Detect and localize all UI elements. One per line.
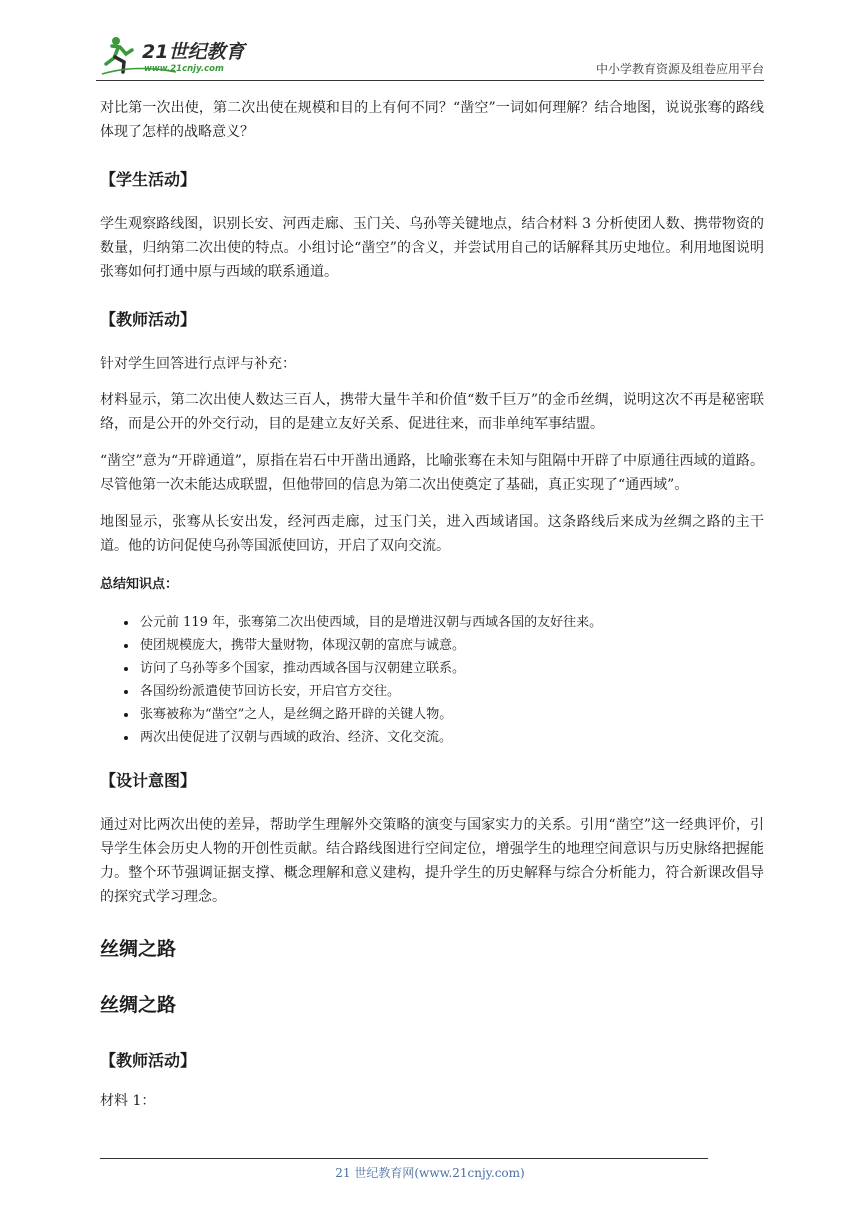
page-content bbox=[100, 96, 764, 1113]
design-intent-heading: 【设计意图】 bbox=[100, 771, 197, 790]
svg-text:www.21cnjy.com: www.21cnjy.com bbox=[144, 64, 224, 74]
summary-heading: 总结知识点： bbox=[100, 577, 179, 592]
svg-text:21世纪教育: 21世纪教育 bbox=[142, 41, 245, 63]
material-label: 材料 1： bbox=[100, 1093, 156, 1109]
platform-name: 中小学教育资源及组卷应用平台 bbox=[595, 62, 764, 76]
list-item: • 张骞被称为“凿空”之人，是丝绸之路开辟的关键人物。 bbox=[138, 703, 764, 726]
list-item: • 使团规模庞大，携带大量财物，体现汉朝的富庶与诚意。 bbox=[138, 634, 764, 657]
teacher-activity-heading-2: 【教师活动】 bbox=[100, 1051, 197, 1070]
list-item: • 各国纷纷派遣使节回访长安，开启官方交往。 bbox=[138, 680, 764, 703]
section-heading-silk-road-2: 丝绸之路 bbox=[100, 994, 177, 1016]
teacher-paragraph-2: 材料显示，第二次出使人数达三百人，携带大量牛羊和价值“数千巨万”的金币丝绸，说明这次不再是秘密联络，而是公开的外交行动，目的是建立友好关系、促进往来，而非单纯军事结盟。 bbox=[100, 392, 764, 432]
list-item: • 公元前 119 年，张骞第二次出使西域，目的是增进汉朝与西域各国的友好往来。 bbox=[138, 611, 764, 634]
teacher-paragraph-4: 地图显示，张骞从长安出发，经河西走廊，过玉门关，进入西域诸国。这条路线后来成为丝绸之路的主干道。他的访问促使乌孙等国派使回访，开启了双向交流。 bbox=[100, 514, 764, 554]
teacher-activity-heading: 【教师活动】 bbox=[100, 310, 197, 329]
footer-divider bbox=[100, 1158, 708, 1159]
section-heading-silk-road: 丝绸之路 bbox=[100, 938, 177, 960]
list-item: • 两次出使促进了汉朝与西域的政治、经济、文化交流。 bbox=[138, 726, 764, 749]
intro-question: 对比第一次出使，第二次出使在规模和目的上有何不同？“凿空”一词如何理解？结合地图，说说张骞的路线体现了怎样的战略意义？ bbox=[100, 100, 764, 140]
summary-list bbox=[100, 611, 764, 749]
site-logo bbox=[96, 34, 266, 78]
design-intent-text: 通过对比两次出使的差异，帮助学生理解外交策略的演变与国家实力的关系。引用“凿空”这一经典评价，引导学生体会历史人物的开创性贡献。结合路线图进行空间定位，增强学生的地理空间意识与历史脉络把握能力。整个环节强调证据支撑、概念理解和意义建构，提升学生的历史解释与综合分析能力，符合新课改倡导的探究式学习理念。 bbox=[100, 817, 764, 905]
teacher-paragraph-1: 针对学生回答进行点评与补充： bbox=[100, 356, 296, 372]
footer-link[interactable]: 21 世纪教育网(www.21cnjy.com) bbox=[335, 1166, 525, 1180]
page-header bbox=[96, 34, 764, 81]
list-item: • 访问了乌孙等多个国家，推动西域各国与汉朝建立联系。 bbox=[138, 657, 764, 680]
student-activity-heading: 【学生活动】 bbox=[100, 170, 197, 189]
student-activity-text: 学生观察路线图，识别长安、河西走廊、玉门关、乌孙等关键地点，结合材料 3 分析使团人数、携带物资的数量，归纳第二次出使的特点。小组讨论“凿空”的含义，并尝试用自己的话解释其历史地位。利用地图说明张骞如何打通中原与西域的联系通道。 bbox=[100, 216, 764, 280]
teacher-paragraph-3: “凿空”意为“开辟通道”，原指在岩石中开凿出通路，比喻张骞在未知与阻隔中开辟了中原通往西域的道路。尽管他第一次未能达成联盟，但他带回的信息为第二次出使奠定了基础，真正实现了“通西域”。 bbox=[100, 453, 764, 493]
